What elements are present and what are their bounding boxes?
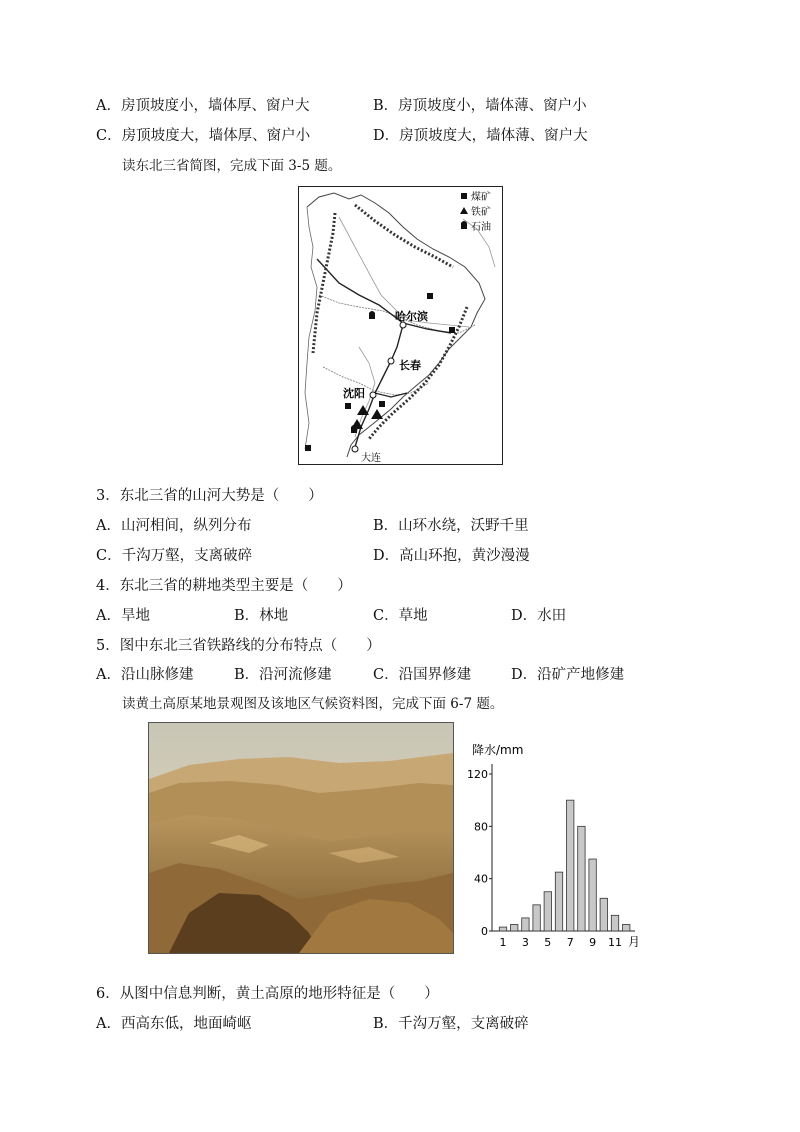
- precipitation-bar-month-3: [522, 918, 529, 931]
- x-tick-label: 9: [589, 936, 597, 949]
- legend-oil-label: 石油: [471, 222, 491, 233]
- y-tick-label: 0: [481, 925, 488, 938]
- precipitation-chart: [467, 738, 650, 956]
- dalian-dot: [352, 446, 358, 452]
- precipitation-bar-month-7: [567, 800, 574, 931]
- chart-ylabel: 降水/mm: [472, 743, 524, 757]
- dalian-label: 大连: [361, 453, 381, 464]
- precipitation-bar-month-6: [555, 872, 562, 931]
- precipitation-bar-month-12: [623, 924, 630, 931]
- y-tick-label: 80: [474, 820, 488, 834]
- precipitation-bar-month-5: [544, 892, 551, 931]
- q6-stem: 6．从图中信息判断，黄土高原的地形特征是（ ）: [96, 986, 439, 1002]
- shenyang-label: 沈阳: [343, 387, 365, 400]
- precipitation-bar-month-11: [611, 915, 618, 931]
- q3-option-a: A．山河相间，纵列分布: [96, 518, 252, 534]
- legend-coal-label: 煤矿: [471, 192, 491, 203]
- coal-marker: [427, 293, 433, 299]
- y-tick-label: 120: [467, 768, 488, 781]
- changchun-dot: [388, 358, 394, 364]
- x-tick-label: 5: [544, 936, 552, 949]
- precipitation-bar-month-4: [533, 905, 540, 931]
- intro-3-5: 读东北三省简图，完成下面 3-5 题。: [122, 158, 342, 174]
- q6-option-a: A．西高东低，地面崎岖: [96, 1016, 252, 1032]
- q3-stem: 3．东北三省的山河大势是（ ）: [96, 488, 323, 504]
- legend-iron-triangle-icon: [460, 207, 468, 214]
- q4-option-a: A．旱地: [96, 608, 150, 624]
- x-tick-label: 3: [521, 936, 529, 949]
- q4-stem: 4．东北三省的耕地类型主要是（ ）: [96, 578, 352, 594]
- iron-marker: [371, 409, 383, 419]
- precipitation-bar-month-8: [578, 826, 585, 931]
- q5-stem: 5．图中东北三省铁路线的分布特点（ ）: [96, 638, 381, 654]
- legend-coal-square-icon: [461, 193, 467, 199]
- q3-option-b: B．山环水绕，沃野千里: [373, 518, 529, 534]
- q5-option-d: D．沿矿产地修建: [511, 667, 625, 683]
- oil-marker: [369, 311, 375, 319]
- y-tick-label: 40: [474, 872, 488, 886]
- q2-option-a: A．房顶坡度小，墙体厚、窗户大: [96, 98, 310, 114]
- legend-oil-icon: [461, 221, 467, 229]
- loess-plateau-photo: [148, 722, 454, 954]
- q2-option-b: B．房顶坡度小，墙体薄、窗户小: [373, 98, 587, 114]
- changchun-label: 长春: [399, 359, 421, 372]
- precipitation-bar-month-9: [589, 859, 596, 931]
- x-tick-label: 1: [499, 936, 507, 949]
- precipitation-bar-month-1: [499, 927, 506, 931]
- q2-option-d: D．房顶坡度大，墙体薄、窗户大: [373, 128, 588, 144]
- q4-option-c: C．草地: [373, 608, 428, 624]
- q5-option-a: A．沿山脉修建: [96, 667, 194, 683]
- q6-option-b: B．千沟万壑，支离破碎: [373, 1016, 529, 1032]
- coal-marker: [305, 445, 311, 451]
- map-drawing: [299, 187, 502, 464]
- northeast-map: [298, 186, 503, 465]
- coal-marker: [449, 327, 455, 333]
- oil-marker: [351, 425, 357, 433]
- q3-option-c: C．千沟万壑，支离破碎: [96, 548, 253, 564]
- precipitation-bar-month-10: [600, 898, 607, 931]
- intro-6-7: 读黄土高原某地景观图及该地区气候资料图，完成下面 6-7 题。: [122, 696, 504, 712]
- landscape-image: [149, 723, 453, 953]
- precipitation-bar-month-2: [511, 924, 518, 931]
- legend-iron-label: 铁矿: [471, 207, 491, 218]
- coal-marker: [345, 403, 351, 409]
- chart-x-unit: 月: [628, 935, 641, 949]
- x-tick-label: 7: [566, 936, 574, 949]
- coal-marker: [379, 401, 385, 407]
- q4-option-b: B．林地: [234, 608, 289, 624]
- q4-option-d: D．水田: [511, 608, 567, 624]
- q5-option-b: B．沿河流修建: [234, 667, 332, 683]
- q5-option-c: C．沿国界修建: [373, 667, 472, 683]
- x-tick-label: 11: [608, 936, 622, 949]
- harbin-label: 哈尔滨: [395, 310, 428, 323]
- q3-option-d: D．高山环抱，黄沙漫漫: [373, 548, 530, 564]
- shenyang-dot: [370, 392, 376, 398]
- q2-option-c: C．房顶坡度大，墙体厚、窗户小: [96, 128, 311, 144]
- iron-marker: [357, 405, 369, 415]
